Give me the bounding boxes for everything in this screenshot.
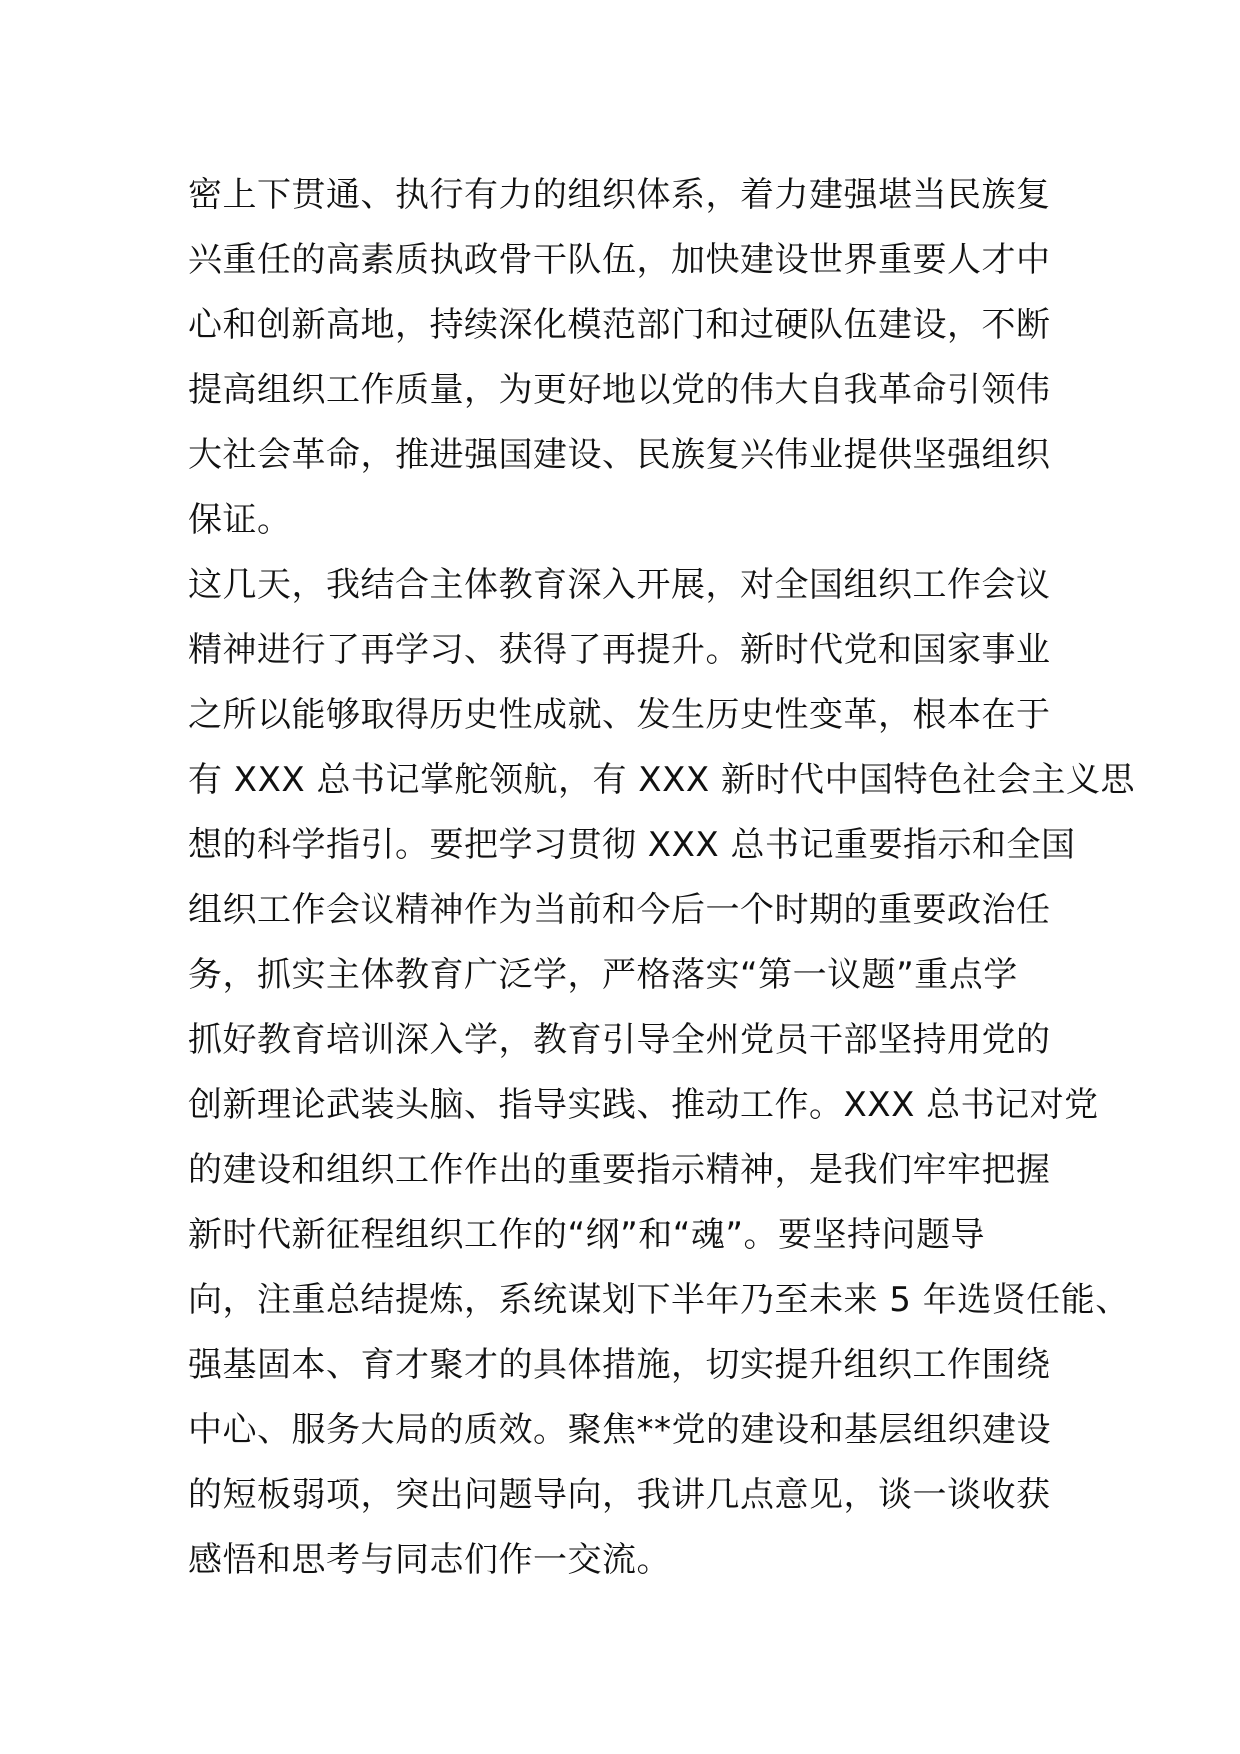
paragraph-2 xyxy=(188,553,1135,1593)
paragraph-2-line: 向，注重总结提炼，系统谋划下半年乃至未来 5 年选贤任能、 xyxy=(188,1280,1130,1320)
paragraph-2-line: 组织工作会议精神作为当前和今后一个时期的重要政治任 xyxy=(188,890,1051,930)
paragraph-2-line: 有 XXX 总书记掌舵领航，有 XXX 新时代中国特色社会主义思 xyxy=(188,760,1135,800)
paragraph-2-line: 感悟和思考与同志们作一交流。 xyxy=(188,1540,671,1580)
paragraph-2-line: 中心、服务大局的质效。聚焦**党的建设和基层组织建设 xyxy=(188,1410,1051,1450)
paragraph-2-line: 之所以能够取得历史性成就、发生历史性变革，根本在于 xyxy=(188,695,1051,735)
paragraph-2-line: 创新理论武装头脑、指导实践、推动工作。XXX 总书记对党 xyxy=(188,1085,1099,1125)
paragraph-1-line: 保证。 xyxy=(188,500,292,540)
paragraph-2-line: 务，抓实主体教育广泛学，严格落实“第一议题”重点学 xyxy=(188,955,1018,995)
paragraph-2-line: 的短板弱项，突出问题导向，我讲几点意见，谈一谈收获 xyxy=(188,1475,1051,1515)
paragraph-1-line: 提高组织工作质量，为更好地以党的伟大自我革命引领伟 xyxy=(188,370,1051,410)
paragraph-1 xyxy=(188,163,1068,553)
paragraph-2-line: 想的科学指引。要把学习贯彻 XXX 总书记重要指示和全国 xyxy=(188,825,1076,865)
paragraph-2-line: 抓好教育培训深入学，教育引导全州党员干部坚持用党的 xyxy=(188,1020,1051,1060)
paragraph-2-line: 这几天，我结合主体教育深入开展，对全国组织工作会议 xyxy=(188,565,1051,605)
paragraph-2-line: 新时代新征程组织工作的“纲”和“魂”。要坚持问题导 xyxy=(188,1215,985,1255)
paragraph-1-line: 大社会革命，推进强国建设、民族复兴伟业提供坚强组织 xyxy=(188,435,1051,475)
paragraph-1-line: 心和创新高地，持续深化模范部门和过硬队伍建设，不断 xyxy=(188,305,1051,345)
paragraph-1-line: 兴重任的高素质执政骨干队伍，加快建设世界重要人才中 xyxy=(188,240,1051,280)
paragraph-2-line: 强基固本、育才聚才的具体措施，切实提升组织工作围绕 xyxy=(188,1345,1051,1385)
paragraph-1-line: 密上下贯通、执行有力的组织体系，着力建强堪当民族复 xyxy=(188,175,1051,215)
paragraph-2-line: 的建设和组织工作作出的重要指示精神，是我们牢牢把握 xyxy=(188,1150,1051,1190)
paragraph-2-line: 精神进行了再学习、获得了再提升。新时代党和国家事业 xyxy=(188,630,1051,670)
